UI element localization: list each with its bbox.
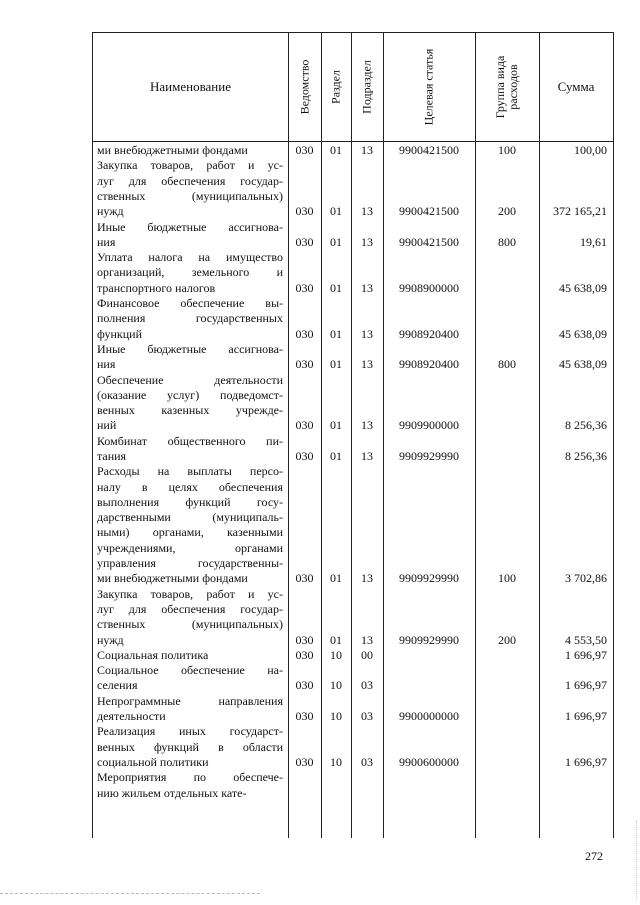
table-row (93, 220, 613, 251)
row-name (97, 373, 283, 434)
row-dept: 030 (295, 678, 314, 693)
header-section-cell (321, 33, 351, 141)
header-group-line2: расходов (506, 64, 520, 110)
row-sum: 45 638,09 (559, 280, 607, 295)
table-row (93, 158, 613, 219)
row-name-line: ния (97, 357, 116, 372)
header-article-cell (383, 33, 475, 141)
table-row (93, 143, 613, 158)
row-name-line: (оказание услуг) подведомст- (97, 387, 283, 402)
header-article: Целевая статья (421, 48, 436, 126)
row-name (97, 694, 283, 725)
row-name (97, 158, 283, 219)
row-name-line: венных казенных учрежде- (97, 403, 283, 418)
row-name-line: транспортного налогов (97, 280, 216, 295)
row-name (97, 342, 283, 373)
row-section: 01 (330, 234, 342, 249)
row-dept: 030 (295, 709, 314, 724)
row-dept: 030 (295, 204, 314, 219)
row-name-line: Финансовое обеспечение вы- (97, 296, 283, 310)
row-name-line: функций (97, 326, 142, 341)
row-dept: 030 (295, 647, 314, 662)
row-section: 01 (330, 143, 342, 157)
row-section: 10 (330, 709, 342, 724)
table-row (93, 296, 613, 342)
row-name-line: Социальная политика (97, 647, 209, 662)
row-name (97, 296, 283, 342)
row-name-line: нию жильем отдельных кате- (97, 785, 247, 800)
row-name-line: селения (97, 678, 138, 693)
row-name-line: деятельности (97, 709, 166, 724)
row-sum: 1 696,97 (565, 754, 607, 769)
row-name (97, 434, 283, 465)
row-sum: 8 256,36 (565, 448, 607, 463)
row-group: 100 (498, 143, 516, 157)
row-name (97, 143, 283, 158)
page-number: 272 (585, 849, 603, 863)
header-dept: Ведомство (297, 59, 311, 115)
row-subsection: 03 (361, 678, 373, 693)
row-name (97, 250, 283, 296)
row-sum: 3 702,86 (565, 571, 607, 586)
row-dept: 030 (295, 234, 314, 249)
table-row (93, 663, 613, 694)
row-name-line: Иные бюджетные ассигнова- (97, 219, 283, 234)
header-subsection: Подраздел (359, 60, 374, 114)
scan-edge-marks (636, 820, 638, 900)
row-section: 01 (330, 632, 342, 647)
row-name-line: ми внебюджетными фондами (97, 571, 248, 586)
row-name-line: тания (97, 448, 127, 463)
row-subsection: 13 (361, 234, 373, 249)
row-dept: 030 (295, 357, 314, 372)
header-subsection-cell (351, 33, 383, 141)
row-sum: 45 638,09 (559, 326, 607, 341)
row-name-line: ственных (муниципальных) (97, 617, 283, 632)
row-subsection: 13 (361, 143, 373, 157)
row-name-line: Закупка товаров, работ и ус- (97, 586, 283, 601)
row-group: 800 (498, 234, 516, 249)
row-subsection: 13 (361, 357, 373, 372)
row-name-line: Уплата налога на имущество (97, 250, 283, 265)
row-section: 01 (330, 448, 342, 463)
row-name (97, 770, 283, 801)
row-section: 01 (330, 357, 342, 372)
row-article: 9908920400 (399, 326, 459, 341)
row-name-line: Мероприятия по обеспече- (97, 770, 283, 785)
row-dept: 030 (295, 280, 314, 295)
table-row (93, 648, 613, 663)
row-name-line: ми внебюджетными фондами (97, 143, 248, 157)
row-subsection: 00 (361, 647, 373, 662)
row-name-line: луг для обеспечения государ- (97, 601, 283, 616)
row-name-line: социальной политики (97, 754, 209, 769)
row-dept: 030 (295, 326, 314, 341)
header-group-line1: Группа вида (493, 55, 507, 119)
row-group: 800 (498, 357, 516, 372)
row-name-line: организаций, земельного и (97, 265, 283, 280)
row-name-line: Иные бюджетные ассигнова- (97, 341, 283, 356)
row-name-line: венных функций в области (97, 739, 283, 754)
row-name-line: налу в целях обеспечения (97, 479, 283, 494)
row-article: 9909929990 (399, 632, 459, 647)
header-dept-cell (288, 33, 321, 141)
header-name: Наименование (150, 79, 231, 94)
row-name (97, 724, 283, 770)
table-row (93, 770, 613, 801)
row-subsection: 13 (361, 632, 373, 647)
table-row (93, 587, 613, 648)
row-sum: 1 696,97 (565, 678, 607, 693)
row-sum: 8 256,36 (565, 418, 607, 433)
row-name-line: нужд (97, 204, 124, 219)
table-row (93, 434, 613, 465)
row-group: 100 (498, 571, 516, 586)
row-name-line: учреждениями, органами (97, 540, 283, 555)
row-name (97, 587, 283, 648)
row-name (97, 464, 283, 586)
row-name-line: Расходы на выплаты персо- (97, 464, 283, 479)
row-sum: 4 553,50 (565, 632, 607, 647)
row-sum: 1 696,97 (565, 647, 607, 662)
row-name-line: Комбинат общественного пи- (97, 433, 283, 448)
row-sum: 1 696,97 (565, 709, 607, 724)
header-section: Раздел (328, 70, 343, 104)
row-article: 9909929990 (399, 448, 459, 463)
row-section: 10 (330, 754, 342, 769)
row-name-line: ными) органами, казенными (97, 525, 283, 540)
row-name (97, 663, 283, 694)
budget-table (92, 32, 614, 838)
row-subsection: 13 (361, 448, 373, 463)
row-subsection: 13 (361, 571, 373, 586)
row-name (97, 648, 283, 663)
row-sum: 19,61 (580, 234, 607, 249)
table-row (93, 373, 613, 434)
row-article: 9900000000 (399, 709, 459, 724)
table-row (93, 464, 613, 586)
row-name-line: нужд (97, 632, 124, 647)
row-sum: 45 638,09 (559, 357, 607, 372)
row-article: 9900421500 (399, 204, 459, 219)
row-section: 01 (330, 326, 342, 341)
row-sum: 372 165,21 (553, 204, 607, 219)
row-group: 200 (498, 204, 516, 219)
row-subsection: 13 (361, 418, 373, 433)
table-row (93, 342, 613, 373)
header-sum: Сумма (557, 79, 595, 94)
header-group-cell (475, 33, 539, 141)
row-name-line: полнения государственных (97, 311, 283, 326)
row-article: 9900421500 (399, 234, 459, 249)
table-row (93, 250, 613, 296)
header-group (494, 56, 520, 119)
row-name-line: дарственными (муниципаль- (97, 510, 283, 525)
row-name-line: Непрограммные направления (97, 693, 283, 708)
row-section: 01 (330, 571, 342, 586)
row-section: 10 (330, 647, 342, 662)
row-subsection: 03 (361, 709, 373, 724)
row-subsection: 13 (361, 326, 373, 341)
row-section: 10 (330, 678, 342, 693)
scan-artifact-line (0, 893, 260, 894)
row-name-line: луг для обеспечения государ- (97, 173, 283, 188)
row-dept: 030 (295, 754, 314, 769)
row-article: 9908900000 (399, 280, 459, 295)
row-article: 9900421500 (399, 143, 459, 157)
row-name (97, 220, 283, 251)
row-sum: 100,00 (574, 143, 607, 157)
row-subsection: 13 (361, 280, 373, 295)
row-name-line: Социальное обеспечение на- (97, 663, 283, 678)
table-row (93, 694, 613, 725)
row-dept: 030 (295, 632, 314, 647)
row-name-line: управления государственны- (97, 556, 283, 571)
row-name-line: Обеспечение деятельности (97, 372, 283, 387)
table-row (93, 724, 613, 770)
row-section: 01 (330, 418, 342, 433)
row-dept: 030 (295, 143, 314, 157)
row-dept: 030 (295, 418, 314, 433)
row-name-line: Закупка товаров, работ и ус- (97, 158, 283, 173)
row-name-line: ния (97, 234, 116, 249)
row-name-line: ственных (муниципальных) (97, 188, 283, 203)
row-article: 9900600000 (399, 754, 459, 769)
row-dept: 030 (295, 448, 314, 463)
row-article: 9909929990 (399, 571, 459, 586)
row-name-line: ний (97, 418, 117, 433)
row-section: 01 (330, 204, 342, 219)
row-article: 9908920400 (399, 357, 459, 372)
row-dept: 030 (295, 571, 314, 586)
row-subsection: 03 (361, 754, 373, 769)
row-section: 01 (330, 280, 342, 295)
row-name-line: Реализация иных государст- (97, 724, 283, 739)
table-header (93, 33, 613, 142)
row-article: 9909900000 (399, 418, 459, 433)
row-group: 200 (498, 632, 516, 647)
row-name-line: выполнения функций госу- (97, 494, 283, 509)
row-subsection: 13 (361, 204, 373, 219)
